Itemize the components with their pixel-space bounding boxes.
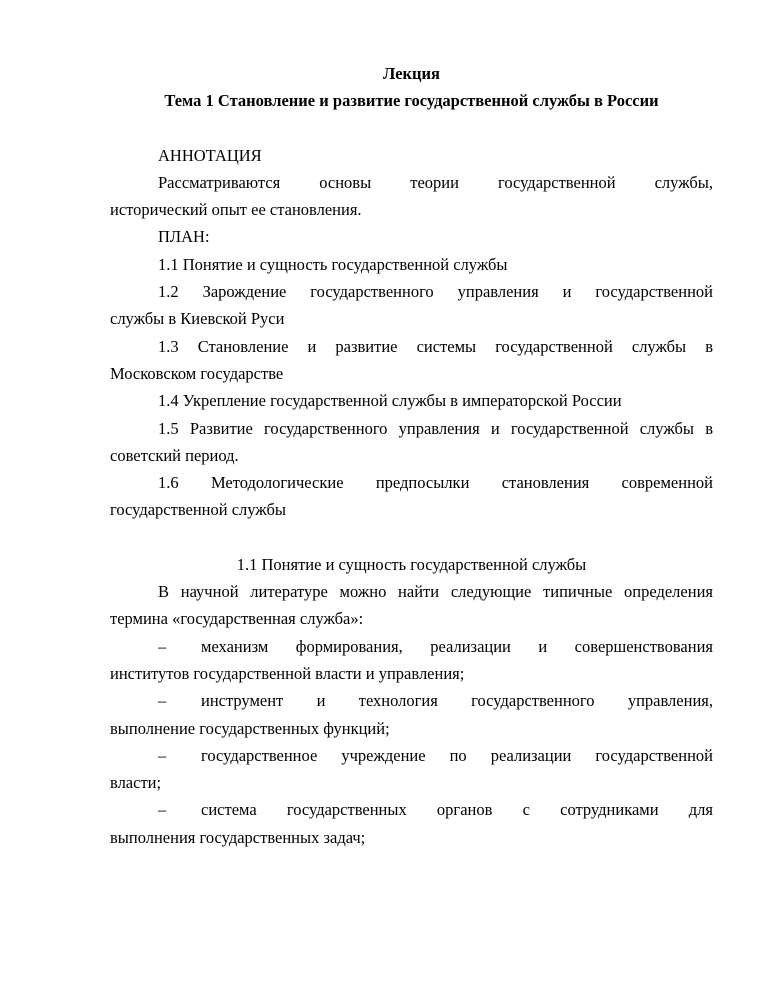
definition-item-4-line-2: выполнения государственных задач;: [110, 827, 366, 847]
plan-item-5-line-2: советский период.: [110, 445, 239, 465]
document-page: [110, 60, 713, 851]
definition-item-3-line-1: [110, 742, 713, 769]
annotation-text-line-1: Рассматриваются основы теории государственной службы,: [158, 172, 713, 192]
plan-item-2-line-2: службы в Киевской Руси: [110, 309, 285, 329]
topic-title: Тема 1 Становление и развитие государственной службы в России: [164, 91, 659, 111]
section-intro-line-1: В научной литературе можно найти следующие типичные определения: [158, 582, 713, 602]
annotation-heading: АННОТАЦИЯ: [158, 145, 262, 165]
plan-item-1: 1.1 Понятие и сущность государственной службы: [158, 254, 508, 274]
definition-item-2-line-2: выполнение государственных функций;: [110, 718, 390, 738]
definition-item-1-line-2: институтов государственной власти и управления;: [110, 663, 465, 683]
dash-marker: –: [158, 800, 167, 820]
spacer: [110, 524, 713, 551]
dash-marker: –: [158, 745, 167, 765]
spacer: [110, 115, 713, 142]
definition-text: механизм формирования, реализации и совершенствования: [201, 636, 713, 656]
plan-item-5-line-1: 1.5 Развитие государственного управления и государственной службы в: [158, 418, 713, 438]
definition-text: государственное учреждение по реализации государственной: [201, 745, 713, 765]
dash-marker: –: [158, 636, 167, 656]
definition-item-1-line-1: [110, 633, 713, 660]
plan-item-4: 1.4 Укрепление государственной службы в императорской России: [158, 391, 622, 411]
definition-item-3-line-2: власти;: [110, 773, 162, 793]
plan-item-3-line-1: 1.3 Становление и развитие системы государственной службы в: [158, 336, 713, 356]
definition-text: инструмент и технология государственного управления,: [201, 691, 713, 711]
plan-item-3-line-2: Московском государстве: [110, 363, 284, 383]
definition-item-2-line-1: [110, 687, 713, 714]
plan-item-2-line-1: 1.2 Зарождение государственного управления и государственной: [158, 282, 713, 302]
definition-item-4-line-1: [110, 796, 713, 823]
annotation-text-line-2: исторический опыт ее становления.: [110, 200, 362, 220]
lecture-label: Лекция: [383, 64, 440, 83]
section-heading: 1.1 Понятие и сущность государственной службы: [236, 554, 587, 574]
dash-marker: –: [158, 691, 167, 711]
plan-item-6-line-1: 1.6 Методологические предпосылки становления современной: [158, 473, 713, 493]
plan-item-6-line-2: государственной службы: [110, 500, 286, 520]
plan-heading: ПЛАН:: [158, 227, 210, 247]
definition-text: система государственных органов с сотрудниками для: [201, 800, 713, 820]
section-intro-line-2: термина «государственная служба»:: [110, 609, 364, 629]
